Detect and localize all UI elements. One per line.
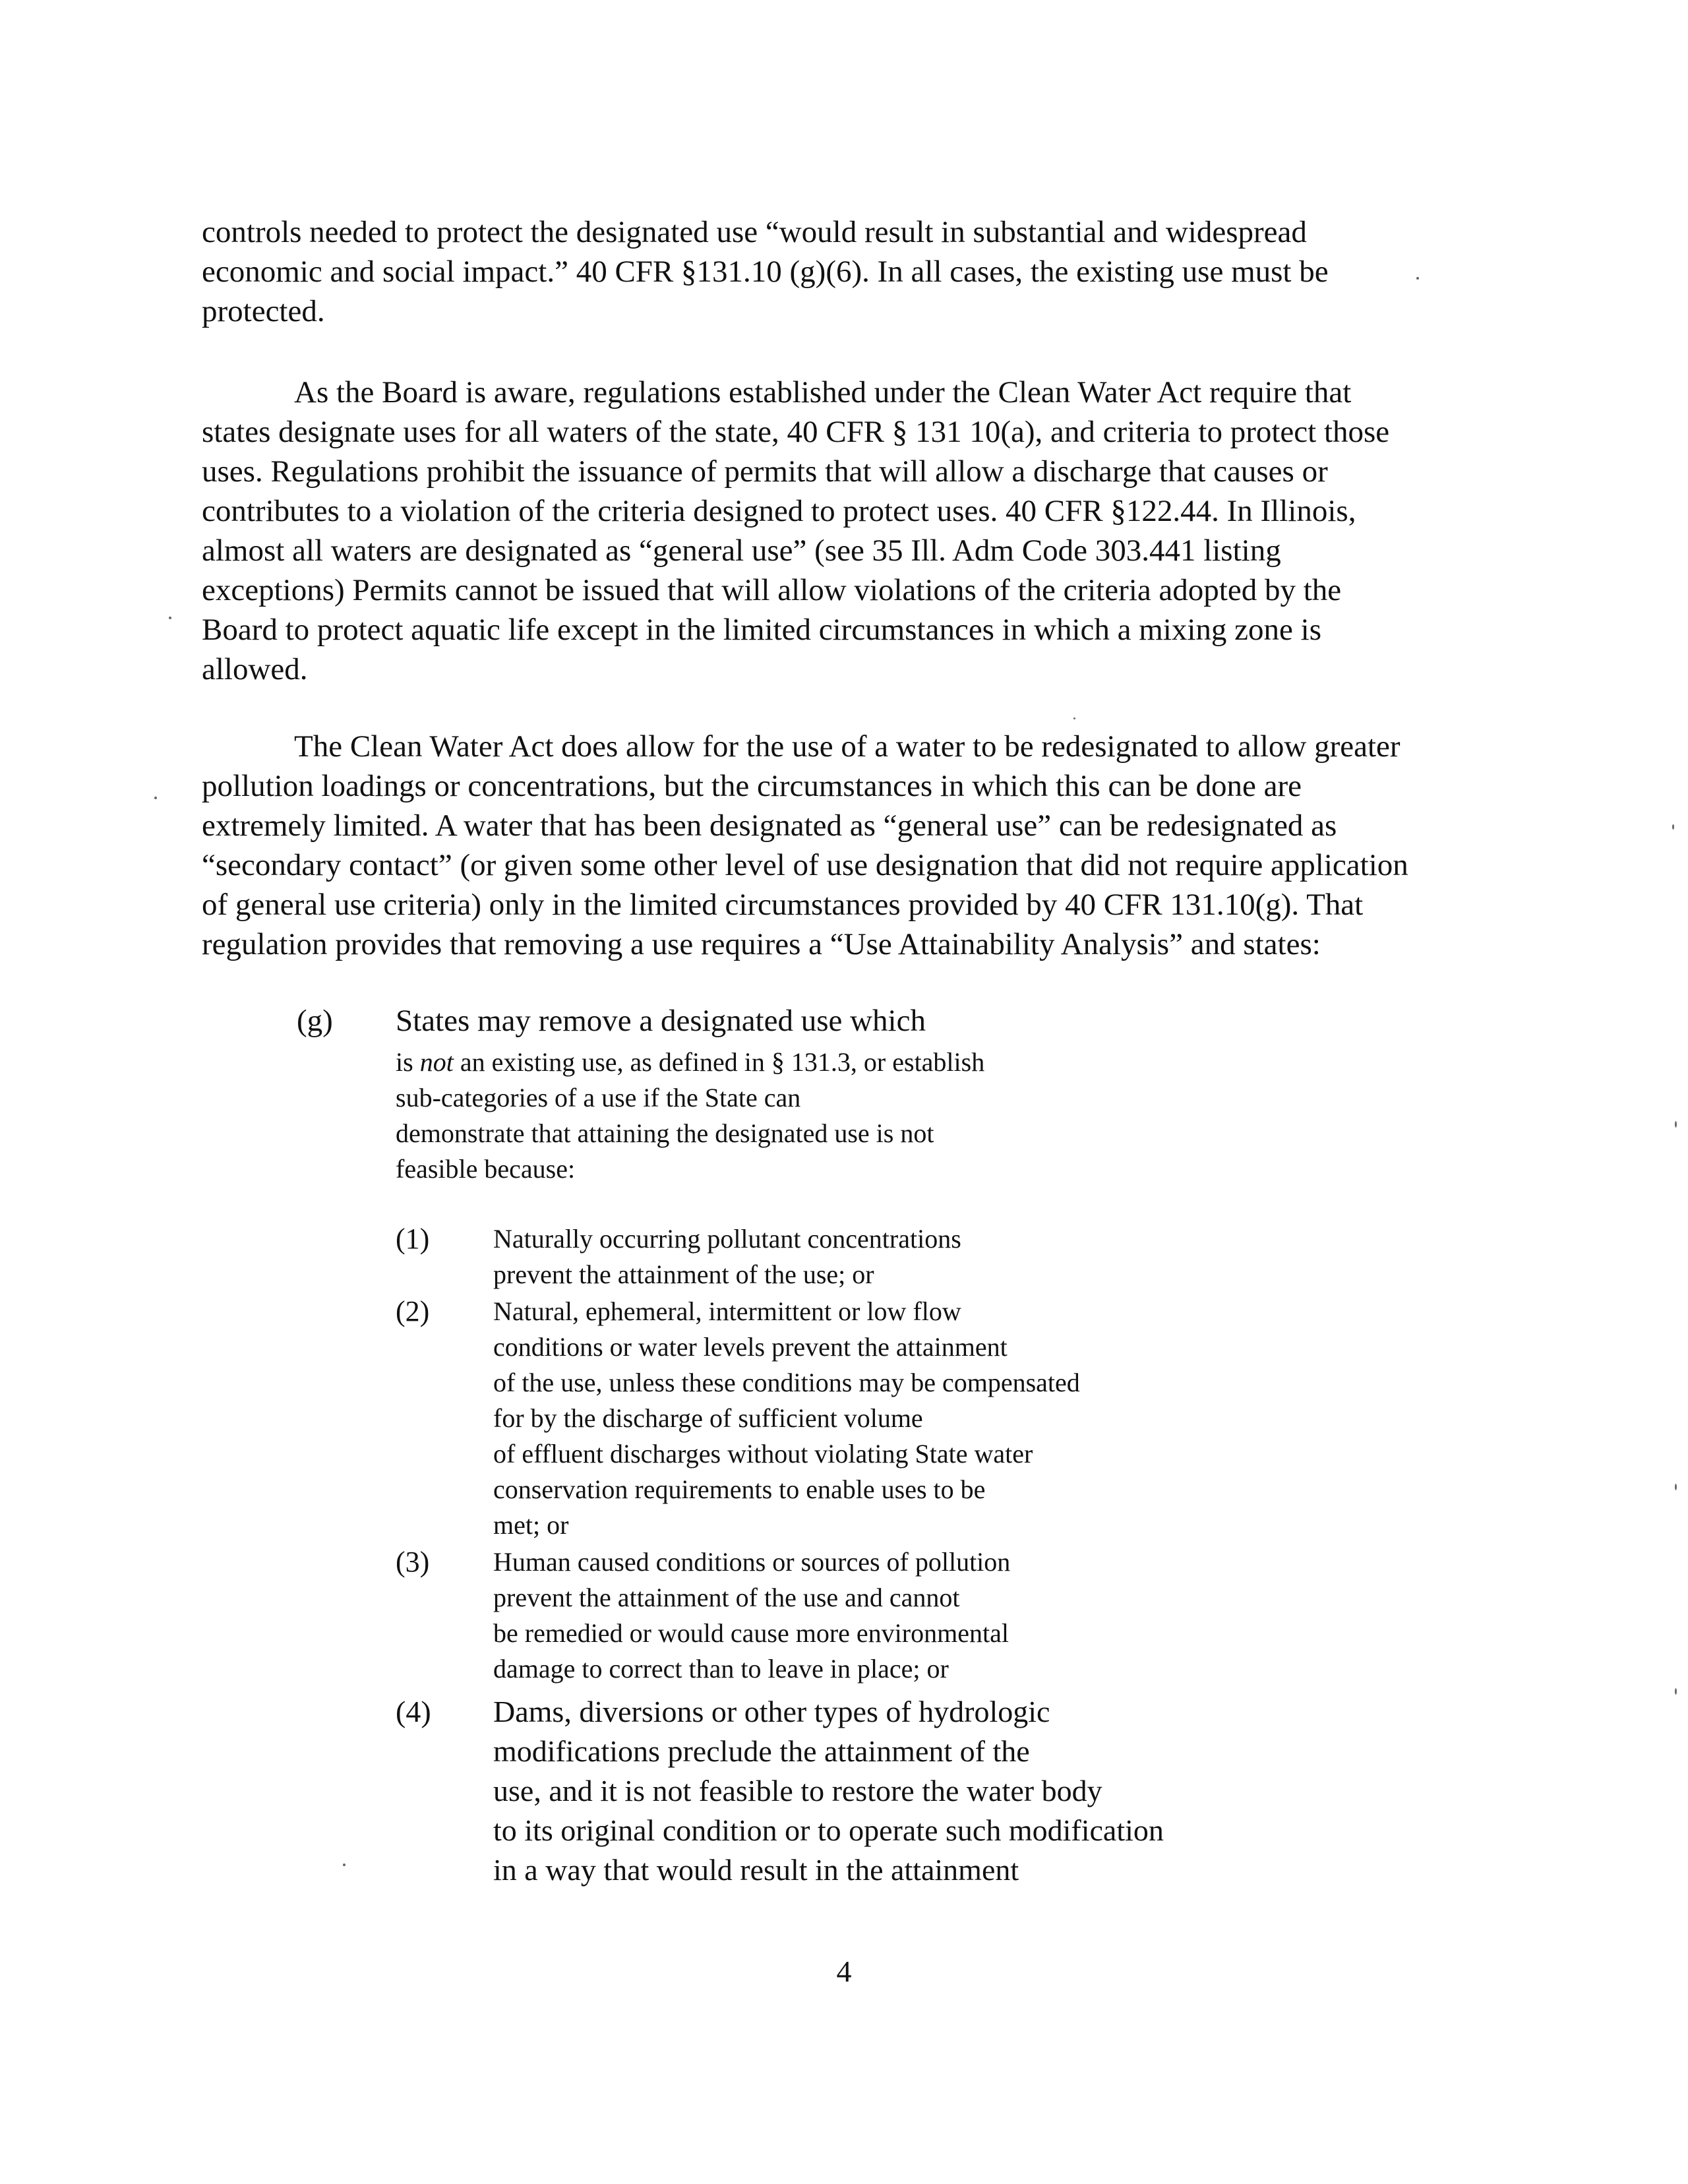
list-item [396, 1544, 1319, 1689]
text-line: almost all waters are designated as “general use” (see 35 Ill. Adm Code 303.441 listing [202, 533, 1281, 568]
text-line: pollution loadings or concentrations, but the circumstances in which this can be done are [202, 769, 1302, 803]
text-line: of the use, unless these conditions may be compensated [493, 1368, 1080, 1397]
text-line: protected. [202, 294, 325, 328]
scan-speck [1073, 717, 1075, 719]
text-line: contributes to a violation of the criteria designed to protect uses. 40 CFR §122.44. In Illinois, [202, 494, 1356, 528]
text-line: conditions or water levels prevent the attainment [493, 1332, 1008, 1362]
text-line: use, and it is not feasible to restore the water body [493, 1774, 1102, 1807]
text-line: prevent the attainment of the use and cannot [493, 1583, 960, 1612]
list-item [396, 1294, 1319, 1544]
text-line: allowed. [202, 652, 308, 686]
text-line: controls needed to protect the designated use “would result in substantial and widespread [202, 215, 1307, 249]
text-line: Naturally occurring pollutant concentrations [493, 1224, 961, 1254]
list-item [396, 1221, 1319, 1294]
text-line: “secondary contact” (or given some other level of use designation that did not require application [202, 848, 1408, 882]
text-line: conservation requirements to enable uses to be [493, 1474, 986, 1504]
quote-body [396, 1045, 1187, 1187]
scan-speck [1672, 824, 1674, 830]
text-line: Board to protect aquatic life except in the limited circumstances in which a mixing zone is [202, 613, 1321, 647]
text-line: uses. Regulations prohibit the issuance of permits that will allow a discharge that causes or [202, 454, 1328, 489]
text-line: exceptions) Permits cannot be issued that will allow violations of the criteria adopted by the [202, 573, 1342, 607]
paragraph-continuation [202, 212, 1481, 331]
scan-speck [1675, 1484, 1677, 1490]
item-number: (4) [396, 1695, 431, 1728]
list-item [396, 1692, 1319, 1890]
scan-speck [343, 1864, 346, 1866]
page-number: 4 [836, 1955, 852, 1988]
item-number: (1) [396, 1223, 430, 1255]
scan-speck [1675, 1121, 1677, 1128]
text-line: The Clean Water Act does allow for the use of a water to be redesignated to allow greater [294, 729, 1401, 764]
text-line: Natural, ephemeral, intermittent or low flow [493, 1296, 961, 1326]
text-line: Human caused conditions or sources of pollution [493, 1547, 1011, 1577]
text-line: regulation provides that removing a use requires a “Use Attainability Analysis” and states: [202, 927, 1321, 961]
text-line: Dams, diversions or other types of hydrologic [493, 1695, 1050, 1728]
quote-label: (g) [297, 1004, 333, 1038]
text-line: met; or [493, 1510, 569, 1540]
text-line: economic and social impact.” 40 CFR §131.10 (g)(6). In all cases, the existing use must be [202, 255, 1329, 289]
text-line: demonstrate that attaining the designated use is not [396, 1118, 934, 1148]
scan-speck [1675, 1688, 1677, 1695]
text-line: damage to correct than to leave in place; or [493, 1654, 949, 1684]
scan-speck [1416, 277, 1419, 280]
text-line: As the Board is aware, regulations established under the Clean Water Act require that [294, 375, 1352, 410]
item-number: (3) [396, 1546, 430, 1578]
item-text [493, 1692, 1350, 1890]
scan-speck [154, 797, 157, 799]
text-line: to its original condition or to operate such modification [493, 1813, 1164, 1847]
text-line: for by the discharge of sufficient volume [493, 1403, 923, 1433]
paragraph-regulations [202, 373, 1481, 689]
text-line: is not an existing use, as defined in § 131.3, or establish [396, 1047, 985, 1077]
text-line: of general use criteria) only in the limited circumstances provided by 40 CFR 131.10(g). That [202, 888, 1364, 922]
text-line: modifications preclude the attainment of the [493, 1734, 1030, 1768]
text-line: extremely limited. A water that has been designated as “general use” can be redesignated as [202, 808, 1337, 843]
text-line: states designate uses for all waters of the state, 40 CFR § 131 10(a), and criteria to protect those [202, 415, 1390, 449]
quote-lead [396, 1001, 1187, 1041]
item-number: (2) [396, 1295, 430, 1327]
text-line: feasible because: [396, 1154, 576, 1184]
item-text [493, 1294, 1350, 1543]
text-line: be remedied or would cause more environmental [493, 1618, 1009, 1648]
text-line: in a way that would result in the attainment [493, 1853, 1019, 1887]
item-text [493, 1221, 1350, 1292]
text-line: States may remove a designated use which [396, 1004, 926, 1038]
emphasis-not: not [419, 1047, 454, 1077]
paragraph-clean-water-act [202, 727, 1481, 964]
text-line: of effluent discharges without violating State water [493, 1439, 1033, 1469]
item-text [493, 1544, 1350, 1687]
text-line: sub-categories of a use if the State can [396, 1083, 801, 1112]
scan-speck [169, 617, 171, 619]
text-line: prevent the attainment of the use; or [493, 1259, 874, 1289]
